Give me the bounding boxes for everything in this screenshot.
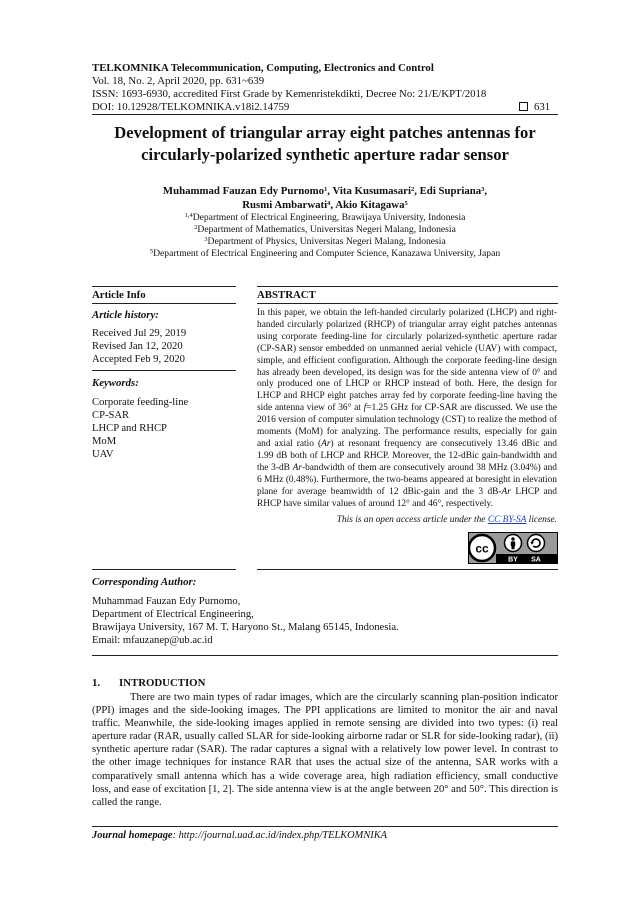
article-history-item: Revised Jan 12, 2020 <box>92 341 183 352</box>
journal-homepage: Journal homepage: http://journal.uad.ac.id/index.php/TELKOMNIKA <box>92 830 387 841</box>
keyword: CP-SAR <box>92 410 130 421</box>
article-info-top-rule <box>92 286 236 287</box>
article-info-heading: Article Info <box>92 289 146 301</box>
corresponding-right-rule <box>257 569 558 570</box>
article-history-item: Accepted Feb 9, 2020 <box>92 354 185 365</box>
svg-text:cc: cc <box>475 541 489 556</box>
cc-by-sa-badge[interactable] <box>468 532 558 564</box>
article-info-rule <box>92 303 236 304</box>
corresponding-heading: Corresponding Author: <box>92 576 197 588</box>
doi: DOI: 10.12928/TELKOMNIKA.v18i2.14759 <box>92 101 290 113</box>
affiliation: $^2$Department of Mathematics, Universitas Negeri Malang, Indonesia <box>194 224 456 235</box>
front-matter-bottom-rule <box>92 655 558 656</box>
authors-line-1: Muhammad Fauzan Edy Purnomo$^1$, Vita Kusumasari$^2$, Edi Supriana$^3$, <box>162 185 488 197</box>
cc-by-sa-link[interactable]: CC BY-SA <box>487 515 527 525</box>
paper-title: Development of triangular array eight patches antennas for circularly-polarized synthetic aperture radar sensor <box>114 123 536 164</box>
abstract-heading: ABSTRACT <box>257 289 316 301</box>
share-alike-icon <box>528 535 545 552</box>
corresponding-email: Email: mfauzanep@ub.ac.id <box>92 635 213 646</box>
authors-line-2: Rusmi Ambarwati$^4$, Akio Kitagawa$^5$ <box>242 199 408 211</box>
article-history-item: Received Jul 29, 2019 <box>92 328 187 339</box>
issn-info: ISSN: 1693-6930, accredited First Grade by Kemenristekdikti, Decree No: 21/E/KPT/2018 <box>92 88 487 100</box>
volume-info: Vol. 18, No. 2, April 2020, pp. 631~639 <box>92 75 265 87</box>
square-icon <box>519 102 528 111</box>
abstract-rule <box>257 303 558 304</box>
keyword: MoM <box>92 436 117 447</box>
badge-by-label: BY <box>508 556 518 564</box>
corresponding-line: Muhammad Fauzan Edy Purnomo, <box>92 596 241 607</box>
corresponding-left-rule <box>92 569 236 570</box>
corresponding-line: Department of Electrical Engineering, <box>92 609 254 620</box>
affiliation: $^{1,4}$Department of Electrical Engineering, Brawijaya University, Indonesia <box>184 212 466 223</box>
keyword: Corporate feeding-line <box>92 397 189 408</box>
abstract-text: In this paper, we obtain the left-handed circularly polarized (LHCP) and right-handed circularly polarized (RHCP) of triangular array eight patches antennas using corporate feeding-line for circularly polarized-synthetic aperture radar (CP-SAR) sensor embedded on unmanned aerial vehicle (UAV) with compact, simple, and efficient configuration. Although the corporate feeding-line design has already been developed, its design was for the side antenna view of 0° and only produced one of LHCP or RHCP instead of both. Here, the design for LHCP and RHCP eight patches array fed by corporate feeding-line having the side antenna view of 36° at f=1.25 GHz for CP-SAR are discussed. We use the 2016 version of computer simulation technology (CST) to realize the method of moments (MoM) for analyzing. The performance results, especially for gain and axial ratio (Ar) at resonant frequency are consecutively 13.46 dBic and 1.99 dB both of LHCP and RHCP. Moreover, the 12-dBic gain-bandwidth and the 3-dB Ar-bandwidth of them are consecutively around 38 MHz (3.04%) and 6 MHz (0.48%). Furthermore, the two-beams appeared at boresight in elevation plane for average beamwidth of 12 dBic-gain and the 3 dB-Ar LHCP and RHCP have similar values of around 12° and 46°, respectively. <box>257 308 557 509</box>
affiliation: $^3$Department of Physics, Universitas Negeri Malang, Indonesia <box>204 236 446 247</box>
introduction-text: There are two main types of radar images, which are the circularly scanning plan-position indicator (PPI) images and the side-looking images. The PPI applications are limited to monitor the air and naval traffic. Meanwhile, the side-looking images applied in remote sensing are divided into two types: (i) real aperture radar (RAR, usually called SLAR for side-looking airborne radar or SLR for side-looking radar), (ii) synthetic aperture radar (SAR). The radar captures a signal with a relatively low power level. In contrast to the other image techniques for instance RAR that uses the actual size of the antenna, SAR works with a comparatively small antenna which has a wide coverage area, high radiation efficiency, small conductive loss, and ease of excitation [1, 2]. The side antenna view is at the angle between 20° and 50°. This direction is called the range. <box>92 692 558 808</box>
footer-rule <box>92 826 558 827</box>
page-number: 631 <box>519 101 550 113</box>
badge-sa-label: SA <box>531 556 541 564</box>
abstract-top-rule <box>257 286 558 287</box>
header-rule <box>92 114 558 115</box>
article-history-heading: Article history: <box>92 309 159 321</box>
corresponding-line: Brawijaya University, 167 M. T. Haryono St., Malang 65145, Indonesia. <box>92 622 399 633</box>
keywords-rule <box>92 370 236 371</box>
keyword: LHCP and RHCP <box>92 423 167 434</box>
introduction-heading: 1. INTRODUCTION <box>92 677 206 689</box>
affiliation: $^5$Department of Electrical Engineering and Computer Science, Kanazawa University, Japan <box>149 248 501 259</box>
journal-name: TELKOMNIKA Telecommunication, Computing, Electronics and Control <box>92 62 434 74</box>
keywords-heading: Keywords: <box>92 377 139 389</box>
keyword: UAV <box>92 449 114 460</box>
open-access-note: This is an open access article under the CC BY-SA license. <box>336 515 557 525</box>
